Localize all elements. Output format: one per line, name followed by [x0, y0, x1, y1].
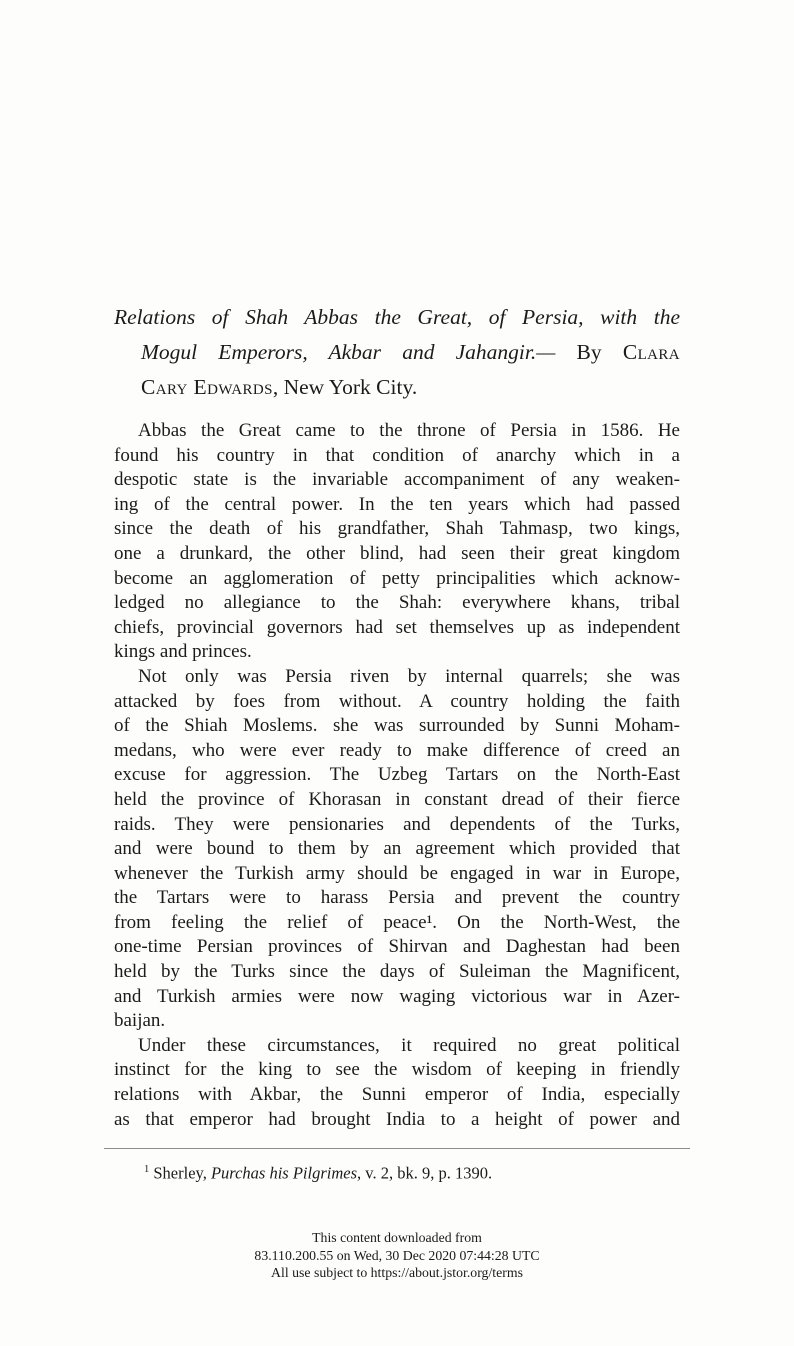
- text-line: ing of the central power. In the ten years which had passed: [114, 493, 680, 515]
- text-line: kings and princes.: [114, 641, 252, 663]
- text-line: found his country in that condition of anarchy which in a: [114, 444, 680, 466]
- text-line: and Turkish armies were now waging victorious war in Azer-: [114, 985, 680, 1007]
- author-name: Cary Edwards: [141, 375, 273, 399]
- text-line: raids. They were pensionaries and dependents of the Turks,: [114, 813, 680, 835]
- text-line: excuse for aggression. The Uzbeg Tartars on the North-East: [114, 764, 680, 786]
- text-line: of the Shiah Moslems. she was surrounded by Sunni Moham-: [114, 715, 680, 737]
- text-line: instinct for the king to see the wisdom of keeping in friendly: [114, 1059, 680, 1081]
- title-line-2: [114, 335, 680, 370]
- article-content: [114, 300, 680, 1185]
- author-city: , New York City.: [272, 375, 418, 399]
- text-line: from feeling the relief of peace¹. On the North-West, the: [114, 911, 680, 933]
- paragraph-3: [114, 1034, 680, 1132]
- footnote-marker: 1: [144, 1164, 150, 1176]
- text-line: since the death of his grandfather, Shah Tahmasp, two kings,: [114, 518, 680, 540]
- jstor-footer: [0, 1229, 794, 1282]
- text-line: Under these circumstances, it required no great political: [138, 1034, 680, 1056]
- footer-line-3: All use subject to https://about.jstor.org/terms: [271, 1265, 523, 1281]
- text-line: held the province of Khorasan in constant dread of their fierce: [114, 788, 680, 810]
- text-line: despotic state is the invariable accompaniment of any weaken-: [114, 469, 680, 491]
- text-line: and were bound to them by an agreement which provided that: [114, 838, 680, 860]
- text-line: become an agglomeration of petty principalities which acknow-: [114, 567, 680, 589]
- text-line: the Tartars were to harass Persia and prevent the country: [114, 887, 680, 909]
- text-line: ledged no allegiance to the Shah: everywhere khans, tribal: [114, 592, 680, 614]
- paragraph-1: [114, 419, 680, 665]
- footnote-divider: [104, 1148, 690, 1149]
- author-name: Clara: [622, 340, 681, 364]
- text-line: one a drunkard, the other blind, had seen their great kingdom: [114, 542, 680, 564]
- text-line: relations with Akbar, the Sunni emperor of India, especially: [114, 1084, 680, 1106]
- title-italic-text: Mogul Emperors, Akbar and Jahangir.—: [141, 340, 556, 364]
- text-line: baijan.: [114, 1010, 166, 1032]
- footnote-citation: , v. 2, bk. 9, p. 1390.: [357, 1163, 493, 1183]
- footnote-author: Sherley,: [153, 1163, 211, 1183]
- footnote-work-title: Purchas his Pilgrimes: [210, 1163, 358, 1183]
- text-line: as that emperor had brought India to a height of power and: [114, 1108, 680, 1130]
- title-italic-text: Relations of Shah Abbas the Great, of Persia, with the: [114, 305, 680, 329]
- footnote: [114, 1159, 680, 1185]
- text-line: one-time Persian provinces of Shirvan and Daghestan had been: [114, 936, 680, 958]
- text-line: medans, who were ever ready to make difference of creed an: [114, 739, 680, 761]
- paragraph-2: [114, 665, 680, 1034]
- title-line-1: [114, 300, 680, 335]
- text-line: Not only was Persia riven by internal quarrels; she was: [138, 665, 680, 687]
- text-line: chiefs, provincial governors had set themselves up as independent: [114, 616, 680, 638]
- footer-line-2: 83.110.200.55 on Wed, 30 Dec 2020 07:44:28 UTC: [254, 1247, 540, 1263]
- title-by-text: By: [576, 340, 602, 364]
- text-line: held by the Turks since the days of Suleiman the Magnificent,: [114, 961, 680, 983]
- footer-line-1: This content downloaded from: [312, 1230, 482, 1245]
- title-line-3: [114, 370, 680, 405]
- article-title: [114, 300, 680, 405]
- text-line: whenever the Turkish army should be engaged in war in Europe,: [114, 862, 680, 884]
- text-line: Abbas the Great came to the throne of Persia in 1586. He: [138, 420, 680, 441]
- text-line: attacked by foes from without. A country holding the faith: [114, 690, 680, 712]
